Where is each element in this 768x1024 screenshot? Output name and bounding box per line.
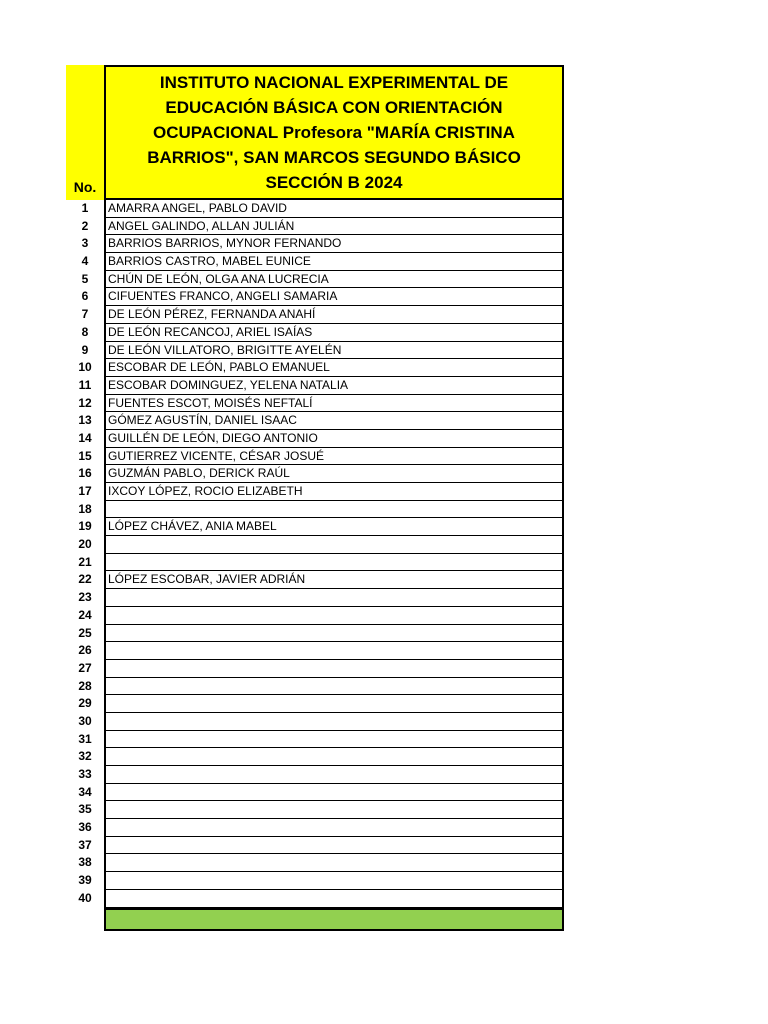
table-row bbox=[66, 200, 564, 218]
student-name-cell[interactable] bbox=[104, 554, 564, 572]
row-number[interactable]: 29 bbox=[78, 696, 92, 711]
number-column-label: No. bbox=[73, 179, 97, 195]
table-row bbox=[66, 501, 564, 519]
row-number[interactable]: 40 bbox=[78, 890, 92, 905]
row-number[interactable]: 36 bbox=[78, 820, 92, 835]
table-row bbox=[66, 678, 564, 696]
student-name-cell[interactable]: IXCOY LÓPEZ, ROCIO ELIZABETH bbox=[104, 483, 564, 501]
table-row bbox=[66, 448, 564, 466]
student-name-cell[interactable] bbox=[104, 872, 564, 890]
table-row bbox=[66, 660, 564, 678]
row-number[interactable]: 15 bbox=[78, 448, 92, 463]
table-row bbox=[66, 872, 564, 890]
table-row bbox=[66, 342, 564, 360]
table-row bbox=[66, 571, 564, 589]
student-name-cell[interactable]: ESCOBAR DE LEÓN, PABLO EMANUEL bbox=[104, 359, 564, 377]
row-number[interactable]: 23 bbox=[78, 590, 92, 605]
table-row bbox=[66, 395, 564, 413]
table-row bbox=[66, 483, 564, 501]
row-number[interactable]: 26 bbox=[78, 643, 92, 658]
row-number[interactable]: 5 bbox=[81, 271, 89, 286]
table-row bbox=[66, 625, 564, 643]
number-column-header[interactable] bbox=[66, 65, 104, 200]
student-name-cell[interactable] bbox=[104, 695, 564, 713]
row-number[interactable]: 14 bbox=[78, 430, 92, 445]
row-number[interactable]: 27 bbox=[78, 660, 92, 675]
student-name-cell[interactable] bbox=[104, 784, 564, 802]
student-name-cell[interactable] bbox=[104, 536, 564, 554]
row-number[interactable]: 38 bbox=[78, 855, 92, 870]
table-row bbox=[66, 554, 564, 572]
table-row bbox=[66, 854, 564, 872]
title-cell[interactable] bbox=[104, 65, 564, 200]
table-row bbox=[66, 359, 564, 377]
row-number[interactable]: 20 bbox=[78, 537, 92, 552]
row-number[interactable]: 13 bbox=[78, 413, 92, 428]
row-number[interactable]: 31 bbox=[78, 731, 92, 746]
row-number[interactable]: 39 bbox=[78, 873, 92, 888]
student-name-cell[interactable] bbox=[104, 854, 564, 872]
table-row bbox=[66, 324, 564, 342]
row-number[interactable]: 33 bbox=[78, 767, 92, 781]
student-name-cell[interactable] bbox=[104, 501, 564, 519]
student-name-cell[interactable] bbox=[104, 678, 564, 696]
student-name-cell[interactable]: GUTIERREZ VICENTE, CÉSAR JOSUÉ bbox=[104, 448, 564, 466]
student-name-cell[interactable]: ESCOBAR DOMINGUEZ, YELENA NATALIA bbox=[104, 377, 564, 395]
table-row bbox=[66, 819, 564, 837]
student-name-cell[interactable] bbox=[104, 625, 564, 643]
table-row bbox=[66, 731, 564, 749]
student-name-cell[interactable] bbox=[104, 660, 564, 678]
student-name-cell[interactable] bbox=[104, 731, 564, 749]
row-number[interactable]: 37 bbox=[78, 837, 92, 852]
student-name-cell[interactable]: LÓPEZ ESCOBAR, JAVIER ADRIÁN bbox=[104, 571, 564, 589]
row-number[interactable]: 24 bbox=[78, 607, 92, 622]
row-number[interactable]: 32 bbox=[78, 749, 92, 764]
document-title: INSTITUTO NACIONAL EXPERIMENTAL DE EDUCACIÓN BÁSICA CON ORIENTACIÓN OCUPACIONAL Profesora "MARÍA CRISTINA BARRIOS", SAN MARCOS SEGUNDO BÁSICO SECCIÓN B 2024 bbox=[147, 73, 521, 192]
student-name-cell[interactable]: GUILLÉN DE LEÓN, DIEGO ANTONIO bbox=[104, 430, 564, 448]
table-row bbox=[66, 465, 564, 483]
row-number[interactable]: 6 bbox=[81, 289, 89, 304]
student-name-cell[interactable] bbox=[104, 837, 564, 855]
student-name-cell[interactable]: BARRIOS BARRIOS, MYNOR FERNANDO bbox=[104, 235, 564, 253]
row-number[interactable]: 30 bbox=[78, 713, 92, 728]
table-row bbox=[66, 890, 564, 908]
table-row bbox=[66, 536, 564, 554]
student-name-cell[interactable]: FUENTES ESCOT, MOISÉS NEFTALÍ bbox=[104, 395, 564, 413]
row-number[interactable]: 22 bbox=[78, 572, 92, 587]
student-name-cell[interactable]: CHÚN DE LEÓN, OLGA ANA LUCRECIA bbox=[104, 271, 564, 289]
row-number[interactable]: 35 bbox=[78, 802, 92, 817]
student-roster-sheet bbox=[66, 65, 564, 931]
student-name-cell[interactable]: AMARRA ANGEL, PABLO DAVID bbox=[104, 200, 564, 218]
table-row bbox=[66, 784, 564, 802]
student-name-cell[interactable] bbox=[104, 713, 564, 731]
table-row bbox=[66, 235, 564, 253]
table-row bbox=[66, 713, 564, 731]
footer-spacer bbox=[66, 908, 104, 931]
student-name-cell[interactable]: GUZMÁN PABLO, DERICK RAÚL bbox=[104, 465, 564, 483]
table-row bbox=[66, 766, 564, 784]
row-number[interactable]: 8 bbox=[81, 324, 89, 339]
table-row bbox=[66, 430, 564, 448]
student-name-cell[interactable] bbox=[104, 801, 564, 819]
row-number[interactable]: 19 bbox=[78, 519, 92, 534]
table-row bbox=[66, 748, 564, 766]
student-name-cell[interactable]: DE LEÓN VILLATORO, BRIGITTE AYELÉN bbox=[104, 342, 564, 360]
student-name-cell[interactable]: LÓPEZ CHÁVEZ, ANIA MABEL bbox=[104, 518, 564, 536]
row-number[interactable]: 4 bbox=[81, 254, 89, 269]
header-row bbox=[66, 65, 564, 200]
table-row bbox=[66, 377, 564, 395]
student-name-cell[interactable] bbox=[104, 890, 564, 908]
table-row bbox=[66, 412, 564, 430]
row-number[interactable]: 12 bbox=[78, 395, 92, 410]
student-name-cell[interactable]: DE LEÓN PÉREZ, FERNANDA ANAHÍ bbox=[104, 306, 564, 324]
student-name-cell[interactable] bbox=[104, 642, 564, 660]
student-name-cell[interactable] bbox=[104, 766, 564, 784]
row-number[interactable]: 34 bbox=[78, 784, 92, 799]
table-row bbox=[66, 695, 564, 713]
table-row bbox=[66, 218, 564, 236]
table-row bbox=[66, 253, 564, 271]
row-number[interactable]: 2 bbox=[81, 218, 89, 233]
row-number[interactable]: 16 bbox=[78, 466, 92, 481]
row-number[interactable]: 7 bbox=[81, 307, 89, 322]
student-name-cell[interactable]: ANGEL GALINDO, ALLAN JULIÁN bbox=[104, 218, 564, 236]
student-name-cell[interactable]: DE LEÓN RECANCOJ, ARIEL ISAÍAS bbox=[104, 324, 564, 342]
row-number[interactable]: 17 bbox=[78, 484, 92, 498]
table-row bbox=[66, 271, 564, 289]
table-row bbox=[66, 837, 564, 855]
student-name-cell[interactable]: BARRIOS CASTRO, MABEL EUNICE bbox=[104, 253, 564, 271]
row-number[interactable]: 25 bbox=[78, 625, 92, 640]
student-name-cell[interactable] bbox=[104, 607, 564, 625]
row-number[interactable]: 28 bbox=[78, 678, 92, 693]
row-number[interactable]: 10 bbox=[78, 360, 92, 375]
table-row bbox=[66, 288, 564, 306]
footer-green-cell[interactable] bbox=[104, 908, 564, 931]
student-name-cell[interactable] bbox=[104, 819, 564, 837]
table-row bbox=[66, 642, 564, 660]
table-row bbox=[66, 306, 564, 324]
footer-row bbox=[66, 908, 564, 931]
row-number[interactable]: 18 bbox=[78, 501, 92, 516]
roster-rows bbox=[66, 200, 564, 908]
row-number[interactable]: 21 bbox=[78, 554, 92, 569]
row-number[interactable]: 9 bbox=[81, 342, 89, 357]
row-number[interactable]: 11 bbox=[78, 377, 92, 392]
student-name-cell[interactable]: CIFUENTES FRANCO, ANGELI SAMARIA bbox=[104, 288, 564, 306]
row-number[interactable]: 3 bbox=[81, 236, 89, 251]
student-name-cell[interactable] bbox=[104, 748, 564, 766]
table-row bbox=[66, 518, 564, 536]
student-name-cell[interactable] bbox=[104, 589, 564, 607]
row-number[interactable]: 1 bbox=[81, 201, 89, 215]
table-row bbox=[66, 589, 564, 607]
table-row bbox=[66, 801, 564, 819]
table-row bbox=[66, 607, 564, 625]
student-name-cell[interactable]: GÓMEZ AGUSTÍN, DANIEL ISAAC bbox=[104, 412, 564, 430]
